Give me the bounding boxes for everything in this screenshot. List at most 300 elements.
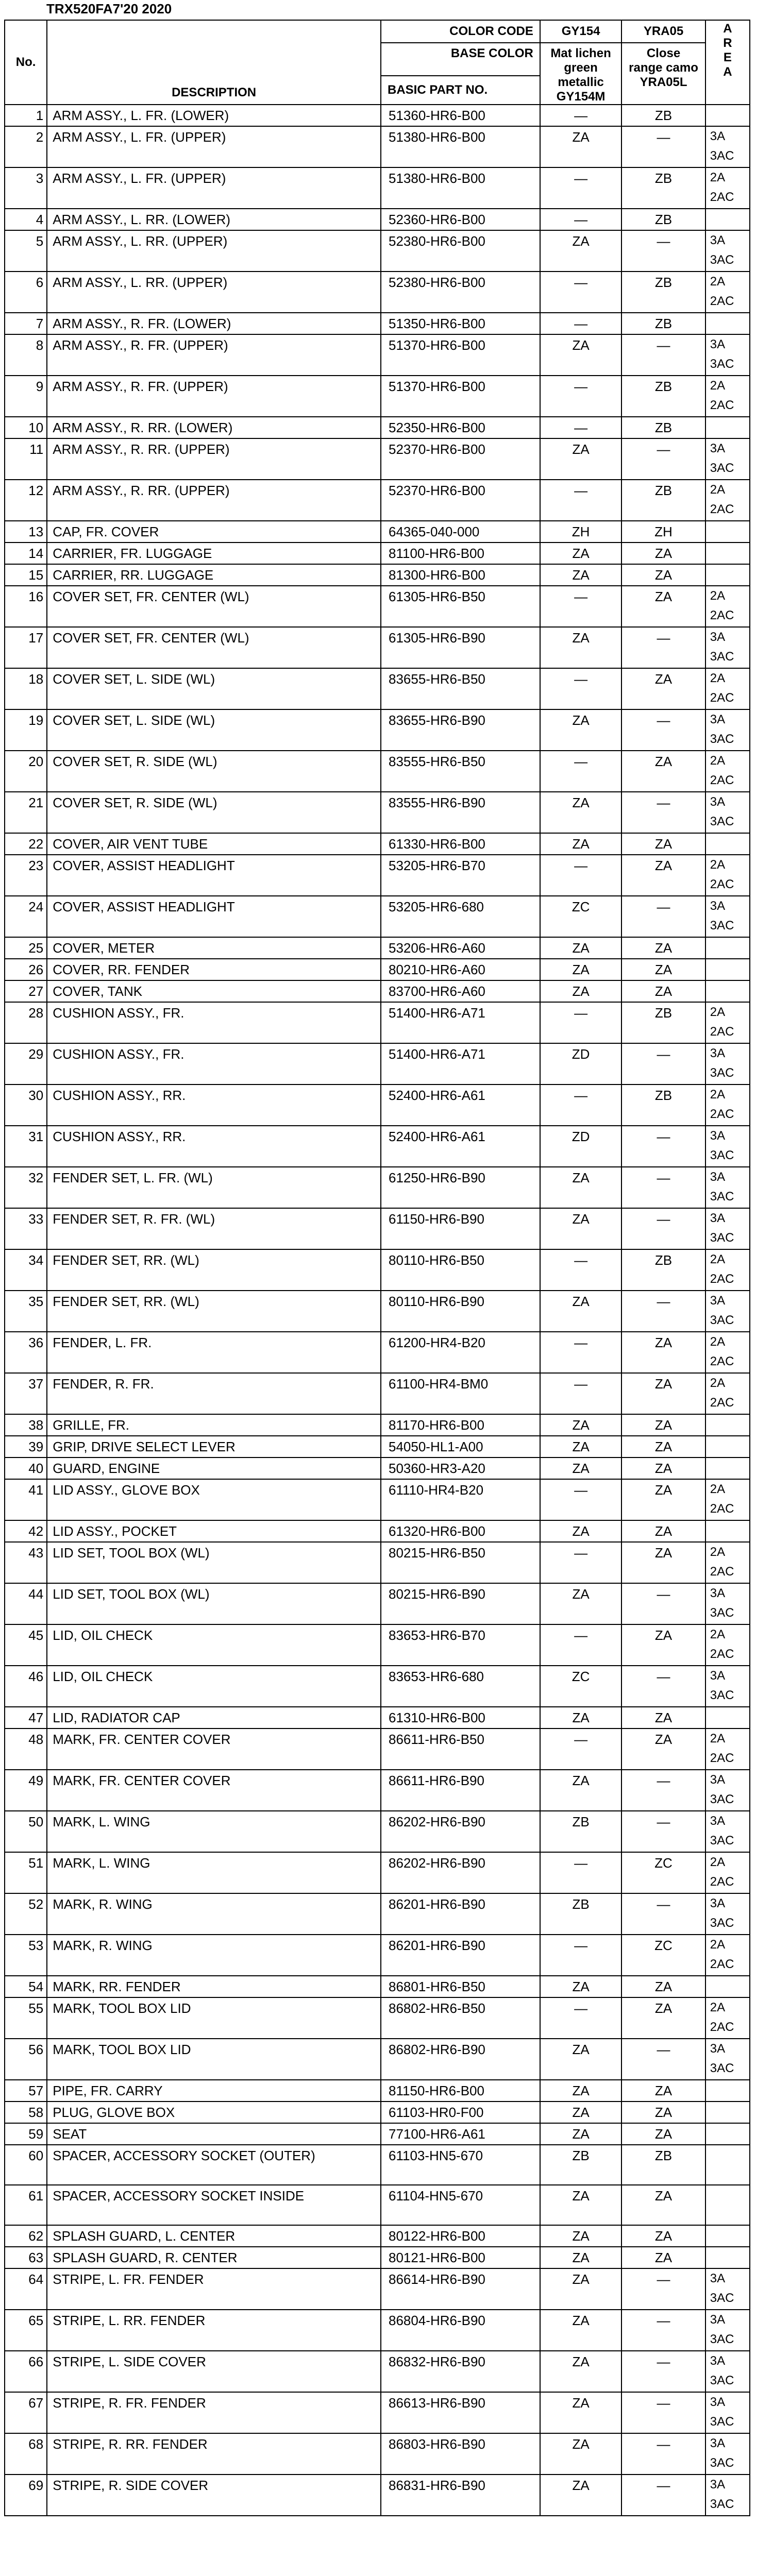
row-description: LID SET, TOOL BOX (WL) <box>47 1542 381 1583</box>
row-number: 41 <box>5 1479 47 1520</box>
row-color-yra05: — <box>621 2310 705 2351</box>
row-description: SEAT <box>47 2123 381 2145</box>
row-part-number: 61200-HR4-B20 <box>381 1332 540 1373</box>
row-part-number: 53205-HR6-680 <box>381 896 540 937</box>
table-row <box>5 1811 750 1852</box>
row-area <box>705 1126 750 1167</box>
row-number: 40 <box>5 1458 47 1479</box>
row-color-yra05: ZH <box>621 521 705 543</box>
row-part-number: 52350-HR6-B00 <box>381 417 540 438</box>
row-description: STRIPE, R. SIDE COVER <box>47 2475 381 2516</box>
row-color-yra05: — <box>621 1208 705 1249</box>
row-color-gy154: ZA <box>540 2475 621 2516</box>
area-code: 2AC <box>710 1272 734 1286</box>
row-part-number: 51350-HR6-B00 <box>381 313 540 334</box>
row-area <box>705 480 750 521</box>
area-code: 3A <box>710 1814 726 1828</box>
table-row <box>5 896 750 937</box>
row-part-number: 53205-HR6-B70 <box>381 855 540 896</box>
table-row <box>5 313 750 334</box>
row-color-gy154: ZB <box>540 1893 621 1935</box>
row-color-gy154: — <box>540 272 621 313</box>
row-number: 67 <box>5 2392 47 2433</box>
row-color-gy154: ZA <box>540 1208 621 1249</box>
area-code: 3AC <box>710 253 734 267</box>
row-description: COVER, TANK <box>47 980 381 1002</box>
row-color-yra05: ZA <box>621 2185 705 2225</box>
row-area <box>705 1373 750 1414</box>
row-part-number: 86802-HR6-B90 <box>381 2039 540 2080</box>
row-number: 27 <box>5 980 47 1002</box>
row-part-number: 86614-HR6-B90 <box>381 2268 540 2310</box>
row-number: 42 <box>5 1520 47 1542</box>
area-code: 3AC <box>710 1148 734 1162</box>
row-part-number: 51400-HR6-A71 <box>381 1043 540 1084</box>
row-area <box>705 313 750 334</box>
row-color-yra05: ZB <box>621 105 705 126</box>
row-color-gy154: ZA <box>540 792 621 833</box>
row-description: CAP, FR. COVER <box>47 521 381 543</box>
row-description: MARK, TOOL BOX LID <box>47 2039 381 2080</box>
row-color-yra05: ZA <box>621 1414 705 1436</box>
table-row <box>5 1414 750 1436</box>
row-description: FENDER SET, L. FR. (WL) <box>47 1167 381 1208</box>
row-number: 6 <box>5 272 47 313</box>
row-color-yra05: — <box>621 1167 705 1208</box>
row-area <box>705 668 750 709</box>
row-color-gy154: — <box>540 1373 621 1414</box>
row-color-yra05: ZA <box>621 2225 705 2247</box>
row-description: FENDER, R. FR. <box>47 1373 381 1414</box>
row-description: ARM ASSY., L. FR. (UPPER) <box>47 126 381 167</box>
row-color-yra05: ZB <box>621 376 705 417</box>
area-code: 3AC <box>710 2291 734 2305</box>
row-area <box>705 1852 750 1893</box>
area-letter: A <box>723 22 732 36</box>
area-code: 2AC <box>710 1565 734 1579</box>
row-number: 3 <box>5 167 47 209</box>
area-code: 2AC <box>710 1396 734 1410</box>
row-number: 37 <box>5 1373 47 1414</box>
row-area <box>705 1458 750 1479</box>
row-color-yra05: — <box>621 627 705 668</box>
table-row <box>5 833 750 855</box>
row-number: 11 <box>5 438 47 480</box>
row-description: ARM ASSY., L. RR. (UPPER) <box>47 230 381 272</box>
row-number: 17 <box>5 627 47 668</box>
area-letter: A <box>723 65 732 79</box>
row-description: COVER, ASSIST HEADLIGHT <box>47 896 381 937</box>
row-number: 34 <box>5 1249 47 1291</box>
row-area <box>705 564 750 586</box>
row-color-gy154: ZA <box>540 126 621 167</box>
table-row <box>5 230 750 272</box>
row-color-yra05: — <box>621 1666 705 1707</box>
row-area <box>705 980 750 1002</box>
color-name-gy154 <box>540 43 621 105</box>
row-part-number: 52400-HR6-A61 <box>381 1126 540 1167</box>
table-row <box>5 627 750 668</box>
row-color-yra05: ZA <box>621 1436 705 1458</box>
color-code-gy154: GY154 <box>540 20 621 43</box>
row-description: ARM ASSY., R. RR. (UPPER) <box>47 480 381 521</box>
row-description: PLUG, GLOVE BOX <box>47 2102 381 2123</box>
table-row <box>5 417 750 438</box>
row-number: 7 <box>5 313 47 334</box>
color-name-line: range camo <box>629 61 698 75</box>
area-code: 3A <box>710 129 726 143</box>
row-number: 68 <box>5 2433 47 2475</box>
row-color-gy154: ZA <box>540 1458 621 1479</box>
row-description: MARK, L. WING <box>47 1852 381 1893</box>
area-code: 3A <box>710 1896 726 1910</box>
row-color-gy154: ZA <box>540 2080 621 2102</box>
area-code: 2AC <box>710 1751 734 1765</box>
area-letter: E <box>723 50 732 64</box>
row-description: STRIPE, R. RR. FENDER <box>47 2433 381 2475</box>
row-number: 54 <box>5 1976 47 1997</box>
row-area <box>705 1436 750 1458</box>
table-row <box>5 2225 750 2247</box>
header-no: No. <box>5 20 47 105</box>
row-color-yra05: — <box>621 1291 705 1332</box>
row-area <box>705 1935 750 1976</box>
row-description: LID SET, TOOL BOX (WL) <box>47 1583 381 1624</box>
row-color-gy154: ZA <box>540 2225 621 2247</box>
area-code: 2A <box>710 1252 726 1266</box>
row-area <box>705 105 750 126</box>
parts-color-table <box>4 20 750 2516</box>
row-color-yra05: — <box>621 896 705 937</box>
area-code: 3AC <box>710 732 734 746</box>
row-part-number: 61305-HR6-B90 <box>381 627 540 668</box>
row-color-yra05: — <box>621 334 705 376</box>
area-code: 3A <box>710 630 726 644</box>
row-color-yra05: ZA <box>621 1373 705 1414</box>
row-description: STRIPE, L. RR. FENDER <box>47 2310 381 2351</box>
row-part-number: 83555-HR6-B50 <box>381 751 540 792</box>
header-area <box>705 20 750 105</box>
row-area <box>705 2080 750 2102</box>
row-number: 9 <box>5 376 47 417</box>
table-row <box>5 2080 750 2102</box>
row-number: 36 <box>5 1332 47 1373</box>
row-area <box>705 2351 750 2392</box>
row-part-number: 86201-HR6-B90 <box>381 1935 540 1976</box>
row-area <box>705 1666 750 1707</box>
row-color-gy154: — <box>540 376 621 417</box>
table-row <box>5 1126 750 1167</box>
row-color-yra05: — <box>621 2039 705 2080</box>
row-color-yra05: ZB <box>621 167 705 209</box>
table-row <box>5 1167 750 1208</box>
row-description: CARRIER, RR. LUGGAGE <box>47 564 381 586</box>
row-area <box>705 792 750 833</box>
row-color-yra05: ZB <box>621 313 705 334</box>
row-color-gy154: — <box>540 1084 621 1126</box>
area-code: 3AC <box>710 1066 734 1080</box>
row-color-gy154: ZB <box>540 2145 621 2185</box>
row-description: ARM ASSY., L. FR. (UPPER) <box>47 167 381 209</box>
row-color-yra05: ZB <box>621 209 705 230</box>
table-row <box>5 1707 750 1728</box>
area-code: 2AC <box>710 1107 734 1121</box>
area-code: 3A <box>710 795 726 809</box>
row-color-gy154: — <box>540 167 621 209</box>
row-area <box>705 1976 750 1997</box>
row-number: 2 <box>5 126 47 167</box>
row-number: 49 <box>5 1770 47 1811</box>
row-description: STRIPE, L. FR. FENDER <box>47 2268 381 2310</box>
row-description: CUSHION ASSY., FR. <box>47 1002 381 1043</box>
area-code: 2AC <box>710 294 734 308</box>
area-code: 3AC <box>710 1190 734 1204</box>
row-area <box>705 1332 750 1373</box>
row-color-gy154: — <box>540 480 621 521</box>
row-number: 29 <box>5 1043 47 1084</box>
area-code: 2AC <box>710 502 734 516</box>
row-color-gy154: ZA <box>540 1414 621 1436</box>
row-description: SPLASH GUARD, R. CENTER <box>47 2247 381 2268</box>
row-part-number: 81100-HR6-B00 <box>381 543 540 564</box>
page-title: TRX520FA7'20 2020 <box>46 1 172 16</box>
row-area <box>705 833 750 855</box>
row-part-number: 61310-HR6-B00 <box>381 1707 540 1728</box>
row-color-yra05: ZA <box>621 1624 705 1666</box>
row-color-gy154: — <box>540 105 621 126</box>
row-part-number: 83653-HR6-680 <box>381 1666 540 1707</box>
row-color-yra05: ZA <box>621 1707 705 1728</box>
row-description: SPACER, ACCESSORY SOCKET (OUTER) <box>47 2145 381 2185</box>
row-color-gy154: ZA <box>540 833 621 855</box>
row-color-gy154: — <box>540 1997 621 2039</box>
row-number: 12 <box>5 480 47 521</box>
table-row <box>5 2039 750 2080</box>
row-color-yra05: ZA <box>621 1976 705 1997</box>
row-number: 33 <box>5 1208 47 1249</box>
area-code: 2A <box>710 1376 726 1390</box>
table-row <box>5 2475 750 2516</box>
area-code: 2A <box>710 1732 726 1745</box>
area-code: 2A <box>710 1335 726 1349</box>
row-number: 39 <box>5 1436 47 1458</box>
row-area <box>705 2268 750 2310</box>
row-description: LID, OIL CHECK <box>47 1666 381 1707</box>
row-number: 55 <box>5 1997 47 2039</box>
area-code: 2A <box>710 858 726 872</box>
row-part-number: 52370-HR6-B00 <box>381 480 540 521</box>
area-code: 2A <box>710 589 726 603</box>
row-description: CUSHION ASSY., RR. <box>47 1084 381 1126</box>
row-description: ARM ASSY., L. RR. (UPPER) <box>47 272 381 313</box>
table-row <box>5 1373 750 1414</box>
row-color-gy154: ZA <box>540 2102 621 2123</box>
table-row <box>5 1479 750 1520</box>
area-code: 3AC <box>710 2374 734 2387</box>
row-area <box>705 2102 750 2123</box>
row-part-number: 51380-HR6-B00 <box>381 167 540 209</box>
row-part-number: 61104-HN5-670 <box>381 2185 540 2225</box>
row-description: CARRIER, FR. LUGGAGE <box>47 543 381 564</box>
row-part-number: 51370-HR6-B00 <box>381 376 540 417</box>
row-color-gy154: ZA <box>540 438 621 480</box>
table-row <box>5 2247 750 2268</box>
row-color-yra05: — <box>621 230 705 272</box>
row-color-yra05: ZA <box>621 751 705 792</box>
row-part-number: 51400-HR6-A71 <box>381 1002 540 1043</box>
row-area <box>705 2039 750 2080</box>
color-name-yra05 <box>621 43 705 105</box>
row-part-number: 83655-HR6-B50 <box>381 668 540 709</box>
color-name-line: Mat lichen <box>550 46 611 60</box>
row-color-yra05: — <box>621 1770 705 1811</box>
area-code: 3AC <box>710 1606 734 1620</box>
row-part-number: 80122-HR6-B00 <box>381 2225 540 2247</box>
row-part-number: 86832-HR6-B90 <box>381 2351 540 2392</box>
table-row <box>5 1893 750 1935</box>
row-area <box>705 272 750 313</box>
table-row <box>5 937 750 959</box>
table-row <box>5 1976 750 1997</box>
row-area <box>705 543 750 564</box>
row-color-gy154: — <box>540 1249 621 1291</box>
row-description: COVER SET, FR. CENTER (WL) <box>47 627 381 668</box>
area-code: 3AC <box>710 149 734 163</box>
row-number: 65 <box>5 2310 47 2351</box>
row-part-number: 61250-HR6-B90 <box>381 1167 540 1208</box>
row-part-number: 80121-HR6-B00 <box>381 2247 540 2268</box>
table-row <box>5 1002 750 1043</box>
table-row <box>5 1458 750 1479</box>
table-row <box>5 668 750 709</box>
row-part-number: 51380-HR6-B00 <box>381 126 540 167</box>
row-description: COVER SET, L. SIDE (WL) <box>47 709 381 751</box>
area-code: 2AC <box>710 1957 734 1971</box>
row-part-number: 51370-HR6-B00 <box>381 334 540 376</box>
row-part-number: 81150-HR6-B00 <box>381 2080 540 2102</box>
row-description: ARM ASSY., L. RR. (LOWER) <box>47 209 381 230</box>
table-row <box>5 2145 750 2185</box>
row-description: FENDER SET, RR. (WL) <box>47 1249 381 1291</box>
area-code: 3A <box>710 1669 726 1683</box>
area-code: 3A <box>710 2272 726 2285</box>
area-code: 3A <box>710 1046 726 1060</box>
row-part-number: 80110-HR6-B90 <box>381 1291 540 1332</box>
row-area <box>705 751 750 792</box>
row-area <box>705 1002 750 1043</box>
row-color-yra05: ZA <box>621 564 705 586</box>
row-description: CUSHION ASSY., RR. <box>47 1126 381 1167</box>
row-part-number: 86801-HR6-B50 <box>381 1976 540 1997</box>
table-row <box>5 1728 750 1770</box>
row-part-number: 52400-HR6-A61 <box>381 1084 540 1126</box>
row-part-number: 80215-HR6-B90 <box>381 1583 540 1624</box>
row-color-gy154: ZA <box>540 1291 621 1332</box>
row-number: 45 <box>5 1624 47 1666</box>
row-color-gy154: ZA <box>540 709 621 751</box>
row-part-number: 86202-HR6-B90 <box>381 1852 540 1893</box>
row-number: 15 <box>5 564 47 586</box>
area-code: 3AC <box>710 2415 734 2429</box>
row-color-yra05: ZB <box>621 480 705 521</box>
row-number: 59 <box>5 2123 47 2145</box>
row-color-yra05: ZA <box>621 2102 705 2123</box>
area-code: 2A <box>710 483 726 497</box>
area-code: 3A <box>710 899 726 913</box>
row-part-number: 86611-HR6-B50 <box>381 1728 540 1770</box>
area-code: 3A <box>710 2436 726 2450</box>
area-code: 3AC <box>710 1792 734 1806</box>
row-description: ARM ASSY., R. FR. (LOWER) <box>47 313 381 334</box>
row-color-gy154: ZD <box>540 1126 621 1167</box>
table-row <box>5 1436 750 1458</box>
area-code: 3A <box>710 2313 726 2327</box>
row-color-yra05: ZA <box>621 2080 705 2102</box>
row-description: GRIP, DRIVE SELECT LEVER <box>47 1436 381 1458</box>
row-color-gy154: — <box>540 209 621 230</box>
row-part-number: 80210-HR6-A60 <box>381 959 540 980</box>
row-description: FENDER, L. FR. <box>47 1332 381 1373</box>
row-number: 1 <box>5 105 47 126</box>
row-number: 62 <box>5 2225 47 2247</box>
table-row <box>5 980 750 1002</box>
row-number: 22 <box>5 833 47 855</box>
row-color-gy154: ZA <box>540 1707 621 1728</box>
row-part-number: 52360-HR6-B00 <box>381 209 540 230</box>
row-color-gy154: — <box>540 1852 621 1893</box>
row-area <box>705 1414 750 1436</box>
row-color-gy154: ZA <box>540 543 621 564</box>
table-row <box>5 1043 750 1084</box>
row-area <box>705 1249 750 1291</box>
row-color-gy154: ZA <box>540 1520 621 1542</box>
row-number: 56 <box>5 2039 47 2080</box>
table-row <box>5 564 750 586</box>
color-code-yra05: YRA05 <box>621 20 705 43</box>
table-row <box>5 1208 750 1249</box>
row-area <box>705 1208 750 1249</box>
row-area <box>705 1893 750 1935</box>
row-color-gy154: — <box>540 1479 621 1520</box>
row-area <box>705 1084 750 1126</box>
row-part-number: 86803-HR6-B90 <box>381 2433 540 2475</box>
area-code: 3AC <box>710 2497 734 2511</box>
row-color-yra05: — <box>621 1811 705 1852</box>
row-color-yra05: — <box>621 2392 705 2433</box>
row-color-yra05: — <box>621 126 705 167</box>
row-description: MARK, RR. FENDER <box>47 1976 381 1997</box>
row-part-number: 61100-HR4-BM0 <box>381 1373 540 1414</box>
row-color-yra05: ZA <box>621 586 705 627</box>
row-part-number: 61103-HR0-F00 <box>381 2102 540 2123</box>
row-color-yra05: — <box>621 2433 705 2475</box>
area-code: 2A <box>710 1088 726 1101</box>
area-code: 2AC <box>710 877 734 891</box>
row-color-gy154: — <box>540 1542 621 1583</box>
table-row <box>5 1542 750 1583</box>
row-number: 60 <box>5 2145 47 2185</box>
area-code: 2A <box>710 671 726 685</box>
row-color-yra05: ZA <box>621 1458 705 1479</box>
table-row <box>5 855 750 896</box>
table-row <box>5 1852 750 1893</box>
row-color-gy154: ZC <box>540 1666 621 1707</box>
row-description: COVER SET, R. SIDE (WL) <box>47 751 381 792</box>
row-description: ARM ASSY., R. FR. (UPPER) <box>47 334 381 376</box>
table-row <box>5 2433 750 2475</box>
row-number: 28 <box>5 1002 47 1043</box>
row-number: 30 <box>5 1084 47 1126</box>
